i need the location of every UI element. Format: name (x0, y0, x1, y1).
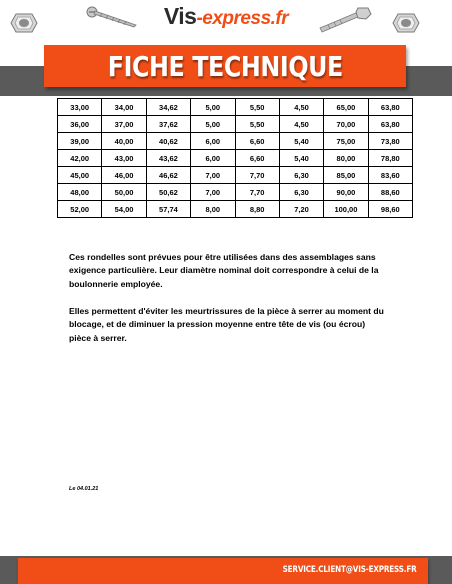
table-row (58, 133, 413, 150)
table-cell: 75,00 (324, 133, 368, 150)
table-cell: 7,20 (279, 201, 323, 218)
table-cell: 83,60 (368, 167, 412, 184)
table-cell: 80,00 (324, 150, 368, 167)
table-row (58, 184, 413, 201)
body-paragraph-1: Ces rondelles sont prévues pour être utilisées dans des assemblages sans exigence particulière. Leur diamètre nominal doit correspondre à celui de la boulonnerie employée. (69, 252, 379, 289)
hex-nut-icon (392, 12, 420, 34)
document-date: Le 04.01.21 (69, 486, 99, 492)
logo-accent: -express.fr (196, 8, 289, 29)
table-cell: 78,80 (368, 150, 412, 167)
table-cell: 90,00 (324, 184, 368, 201)
table-cell: 63,80 (368, 99, 412, 116)
table-cell: 5,40 (279, 133, 323, 150)
table-row (58, 116, 413, 133)
table-cell: 42,00 (58, 150, 102, 167)
table-cell: 7,00 (191, 184, 235, 201)
page-title: FICHE TECHNIQUE (107, 49, 343, 83)
table-cell: 7,70 (235, 167, 279, 184)
table-cell: 5,00 (191, 99, 235, 116)
table-row (58, 150, 413, 167)
table-cell: 34,62 (146, 99, 190, 116)
table-cell: 57,74 (146, 201, 190, 218)
title-banner (44, 45, 406, 87)
table-cell: 40,00 (102, 133, 146, 150)
table-cell: 50,62 (146, 184, 190, 201)
table-cell: 5,00 (191, 116, 235, 133)
table-cell: 65,00 (324, 99, 368, 116)
table-cell: 46,00 (102, 167, 146, 184)
table-cell: 33,00 (58, 99, 102, 116)
hex-bolt-icon (318, 6, 372, 34)
table-cell: 43,62 (146, 150, 190, 167)
table-cell: 50,00 (102, 184, 146, 201)
brand-logo (0, 3, 452, 30)
table-cell: 40,62 (146, 133, 190, 150)
table-cell: 6,00 (191, 150, 235, 167)
table-cell: 6,30 (279, 184, 323, 201)
table-cell: 34,00 (102, 99, 146, 116)
table-cell: 6,30 (279, 167, 323, 184)
table-cell: 7,70 (235, 184, 279, 201)
header (0, 0, 452, 100)
table-cell: 85,00 (324, 167, 368, 184)
table-cell: 54,00 (102, 201, 146, 218)
table-cell: 6,60 (235, 133, 279, 150)
table-cell: 7,00 (191, 167, 235, 184)
table-cell: 4,50 (279, 99, 323, 116)
spec-table-body (58, 99, 413, 218)
table-cell: 48,00 (58, 184, 102, 201)
table-cell: 5,40 (279, 150, 323, 167)
table-cell: 5,50 (235, 99, 279, 116)
table-row (58, 99, 413, 116)
table-cell: 100,00 (324, 201, 368, 218)
table-cell: 5,50 (235, 116, 279, 133)
table-cell: 6,00 (191, 133, 235, 150)
table-row (58, 167, 413, 184)
table-cell: 8,00 (191, 201, 235, 218)
table-cell: 37,62 (146, 116, 190, 133)
table-cell: 63,80 (368, 116, 412, 133)
table-cell: 43,00 (102, 150, 146, 167)
table-cell: 6,60 (235, 150, 279, 167)
table-cell: 46,62 (146, 167, 190, 184)
spec-table (57, 98, 413, 218)
table-cell: 45,00 (58, 167, 102, 184)
body-paragraph-2: Elles permettent d'éviter les meurtrissures de la pièce à serrer au moment du blocage, et de diminuer la pression moyenne entre tête de vis (ou écrou) pièce à serrer. (69, 306, 384, 343)
table-cell: 98,60 (368, 201, 412, 218)
table-cell: 4,50 (279, 116, 323, 133)
footer-email[interactable]: SERVICE.CLIENT@VIS-EXPRESS.FR (282, 565, 416, 575)
table-cell: 8,80 (235, 201, 279, 218)
table-cell: 37,00 (102, 116, 146, 133)
table-cell: 73,80 (368, 133, 412, 150)
logo-main: Vis (163, 3, 197, 29)
table-cell: 70,00 (324, 116, 368, 133)
table-cell: 36,00 (58, 116, 102, 133)
table-cell: 88,60 (368, 184, 412, 201)
table-cell: 52,00 (58, 201, 102, 218)
table-cell: 39,00 (58, 133, 102, 150)
table-row (58, 201, 413, 218)
